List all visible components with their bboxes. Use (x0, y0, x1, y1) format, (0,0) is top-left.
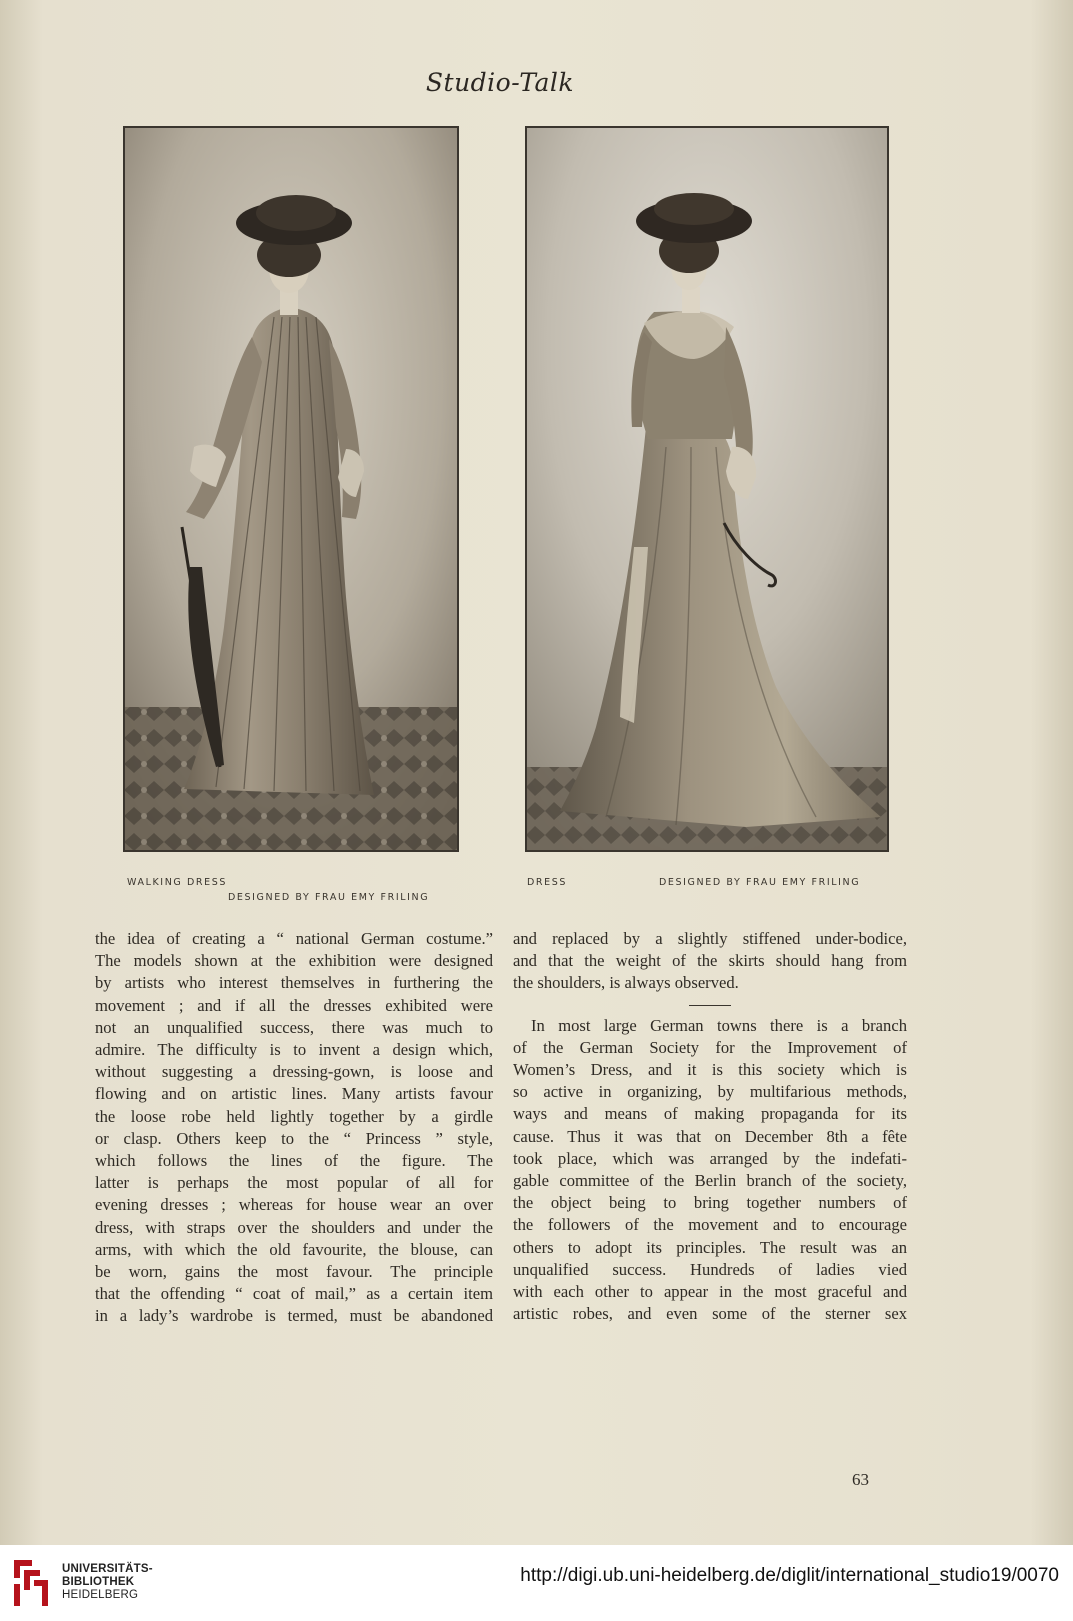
text-line: and that the weight of the skirts should hang from (513, 951, 907, 971)
text-line: arms, with which the old favourite, the blouse, can (95, 1239, 493, 1259)
text-line: that the offending “ coat of mail,” as a certain item (95, 1284, 493, 1304)
text-line: In most large German towns there is a branch (531, 1015, 907, 1035)
text-line: artistic robes, and even some of the sterner sex (513, 1304, 907, 1324)
text-line: be worn, gains the most favour. The principle (95, 1262, 493, 1282)
text-line: the followers of the movement and to encourage (513, 1215, 907, 1235)
text-line: Women’s Dress, and it is this society which is (513, 1060, 907, 1080)
plate-walking-dress (123, 126, 459, 852)
text-line: The models shown at the exhibition were designed (95, 951, 493, 971)
text-line: the shoulders, is always observed. (513, 973, 739, 993)
text-line: unqualified success. Hundreds of ladies vied (513, 1259, 907, 1279)
caption-left-credit: DESIGNED BY FRAU EMY FRILING (228, 892, 430, 903)
caption-right-title: DRESS (527, 877, 567, 888)
section-divider (689, 1005, 731, 1006)
text-line: others to adopt its principles. The result was an (513, 1237, 907, 1257)
text-line: of the German Society for the Improvement of (513, 1037, 907, 1057)
text-line: without suggesting a dressing-gown, is loose and (95, 1062, 493, 1082)
library-name-line: BIBLIOTHEK (62, 1576, 135, 1588)
text-line: not an unqualified success, there was much to (95, 1017, 493, 1037)
walking-dress-photograph (124, 127, 458, 851)
library-name (62, 1563, 153, 1602)
text-line: evening dresses ; whereas for house wear an over (95, 1195, 493, 1215)
body-column-left (95, 928, 493, 1328)
text-line: movement ; and if all the dresses exhibited were (95, 995, 493, 1015)
page-number: 63 (852, 1470, 869, 1489)
body-column-right (513, 928, 907, 1325)
library-name-line: HEIDELBERG (62, 1589, 139, 1601)
text-line: gable committee of the Berlin branch of the society, (513, 1171, 907, 1191)
text-line: dress, with straps over the shoulders and under the (95, 1217, 493, 1237)
text-line: ways and means of making propaganda for its (513, 1104, 907, 1124)
text-line: the object being to bring together numbers of (513, 1193, 907, 1213)
text-line: latter is perhaps the most popular of all for (95, 1173, 493, 1193)
text-line: flowing and on artistic lines. Many artists favour (95, 1084, 493, 1104)
text-line: took place, which was arranged by the indefati- (513, 1148, 907, 1168)
text-line: by artists who interest themselves in furthering the (95, 973, 493, 993)
university-library-logo-icon (10, 1556, 52, 1610)
text-line: the idea of creating a “ national German costume.” (95, 929, 493, 948)
plate-evening-dress (525, 126, 889, 852)
caption-left-title: WALKING DRESS (127, 877, 227, 888)
text-line: which follows the lines of the figure. The (95, 1151, 493, 1171)
text-line: and replaced by a slightly stiffened under-bodice, (513, 929, 907, 948)
text-line: so active in organizing, by multifarious methods, (513, 1082, 907, 1102)
text-line: admire. The difficulty is to invent a design which, (95, 1040, 493, 1060)
library-name-line: UNIVERSITÄTS- (62, 1563, 153, 1575)
caption-right-credit: DESIGNED BY FRAU EMY FRILING (659, 877, 861, 888)
text-line: or clasp. Others keep to the “ Princess ” style, (95, 1128, 493, 1148)
evening-dress-photograph (526, 127, 888, 851)
text-line: in a lady’s wardrobe is termed, must be abandoned (95, 1306, 493, 1326)
source-url-link[interactable]: http://digi.ub.uni-heidelberg.de/diglit/international_studio19/0070 (520, 1565, 1059, 1586)
library-footer (0, 1545, 1073, 1621)
text-line: the loose robe held lightly together by a girdle (95, 1106, 493, 1126)
text-line: cause. Thus it was that on December 8th a fête (513, 1126, 907, 1146)
text-line: with each other to appear in the most graceful and (513, 1282, 907, 1302)
running-head: Studio-Talk (425, 68, 575, 97)
